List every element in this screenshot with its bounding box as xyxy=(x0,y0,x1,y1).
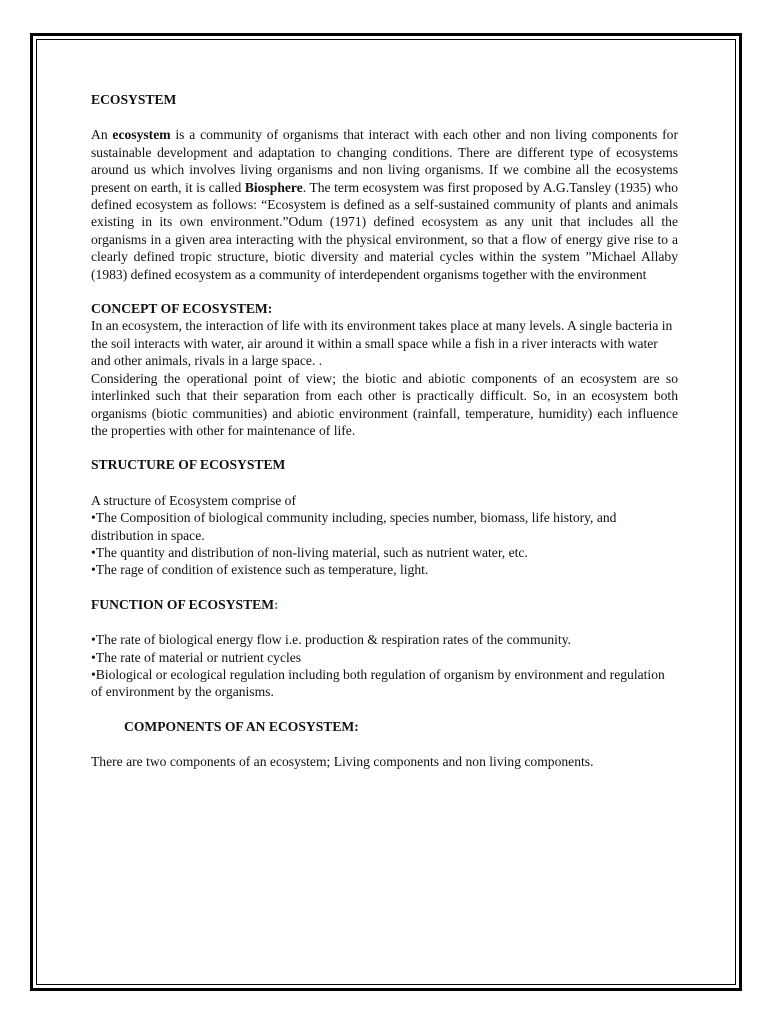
function-item: •The rate of biological energy flow i.e. production & respiration rates of the community. xyxy=(91,632,572,648)
intro-text-b: is a community of organisms that interact with each other and non living components for sustainable development and adaptation to changing conditions. There are different type of ecosystems around us which involves living organisms and non living organisms. If we combine all the ecosystems present on earth, it is called xyxy=(91,127,679,195)
structure-lead: A structure of Ecosystem comprise of xyxy=(91,492,296,508)
structure-item: •The Composition of biological community including, species number, biomass, life history, and distribution in space. xyxy=(91,510,617,543)
intro-text-c: . The term ecosystem was first proposed by A.G.Tansley (1935) who defined ecosystem as follows: “Ecosystem is defined as a self-sustained community of plants and animals existing in its own environment.”Odum (1971) defined ecosystem as any unit that includes all the organisms in a given area interacting with the physical environment, so that a flow of energy give rise to a clearly defined tropic structure, biotic diversity and material cycles within the system ”Michael Allaby (1983) defined ecosystem as a community of interdependent organisms together with the environment xyxy=(91,179,678,282)
function-heading-colon: : xyxy=(274,596,279,612)
concept-paragraph-2: Considering the operational point of view; the biotic and abiotic components of an ecosystem are so interlinked such that their separation from each other is practically difficult. So, in an ecosystem both organisms (biotic communities) and abiotic environment (rainfall, temperature, humidity) each influence the properties with other for maintenance of life. xyxy=(91,370,678,438)
intro-text-a: An xyxy=(91,127,113,143)
function-item: •The rate of material or nutrient cycles xyxy=(91,649,302,665)
intro-paragraph xyxy=(91,126,678,283)
function-heading xyxy=(91,596,678,613)
structure-item: •The quantity and distribution of non-living material, such as nutrient water, etc. xyxy=(91,544,528,560)
intro-bold-ecosystem: ecosystem xyxy=(112,127,171,143)
document-title: ECOSYSTEM xyxy=(91,92,177,107)
components-heading: COMPONENTS OF AN ECOSYSTEM: xyxy=(124,718,359,734)
structure-heading: STRUCTURE OF ECOSYSTEM xyxy=(91,457,286,473)
concept-heading: CONCEPT OF ECOSYSTEM: xyxy=(91,301,273,317)
function-heading-text: FUNCTION OF ECOSYSTEM xyxy=(91,596,275,612)
function-item: •Biological or ecological regulation including both regulation of organism by environment and regulation of environment by the organisms. xyxy=(91,666,665,700)
concept-paragraph-1: In an ecosystem, the interaction of life with its environment takes place at many levels. A single bacteria in the soil interacts with water, air around it within a small space while a fish in a river interacts with water and other animals, rivals in a large space. . xyxy=(91,318,673,369)
components-paragraph: There are two components of an ecosystem; Living components and non living components. xyxy=(91,754,594,770)
document-body xyxy=(91,91,678,771)
intro-bold-biosphere: Biosphere xyxy=(244,179,303,195)
structure-item: •The rage of condition of existence such as temperature, light. xyxy=(91,562,429,578)
